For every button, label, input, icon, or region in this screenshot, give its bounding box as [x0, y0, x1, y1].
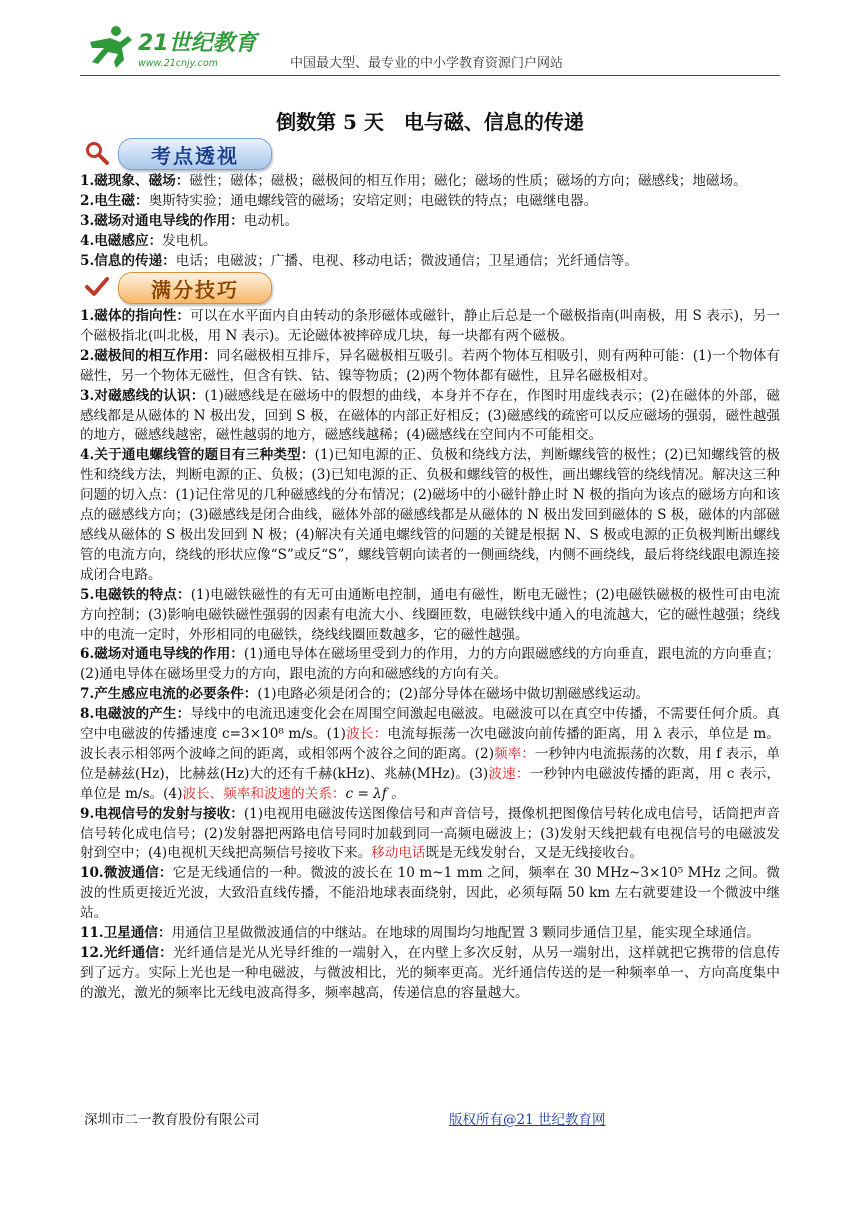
logo-text: 21世纪教育 [138, 31, 257, 56]
list-item: 1.磁现象、磁场：磁性；磁体；磁极；磁极间的相互作用；磁化；磁场的性质；磁场的方向；磁感线；地磁场。 [80, 173, 747, 189]
page-title: 倒数第 5 天 电与磁、信息的传递 [276, 110, 584, 134]
tip-paragraph: 1.磁体的指向性：可以在水平面内自由转动的条形磁体或磁针，静止后总是一个磁极指南(叫南极，用 S 表示)，另一个磁极指北(叫北极，用 N 表示)。无论磁体被摔碎成几块，每一块都有两个磁极。 [80, 308, 780, 344]
tip-paragraph: 8.电磁波的产生：导线中的电流迅速变化会在周围空间激起电磁波。电磁波可以在真空中传播，不需要任何介质。真空中电磁波的传播速度 c=3×10⁸ m/s。(1)波长：电流每振荡一次电磁波向前传播的距离，用 λ 表示，单位是 m。波长表示相邻两个波峰之间的距离，或相邻两个波谷之间的距离。(2)频率：一秒钟内电流振荡的次数，用 f 表示，单位是赫兹(Hz)，比赫兹(Hz)大的还有千赫(kHz)、兆赫(MHz)。(3)波速：一秒钟内电磁波传播的距离，用 c 表示，单位是 m/s。(4)波长、频率和波速的关系：c = λf 。 [80, 706, 781, 802]
logo-url: www.21cnjy.com [138, 58, 218, 69]
site-logo [80, 22, 280, 72]
section-kaodian-list [80, 172, 780, 272]
list-item: 4.电磁感应：发电机。 [80, 232, 217, 249]
checkmark-icon [84, 274, 110, 300]
tip-paragraph: 3.对磁感线的认识：(1)磁感线是在磁场中的假想的曲线，本身并不存在，作图时用虚线表示；(2)在磁体的外部，磁感线都是从磁体的 N 极出发，回到 S 极，在磁体的内部正好相反；(3)磁感线的疏密可以反应磁场的强弱，磁性越强的地方，磁感线越密，磁性越弱的地方，磁感线越稀；(4)磁感线在空间内不可能相交。 [80, 387, 780, 444]
footer-company: 深圳市二一教育股份有限公司 [84, 1112, 260, 1128]
header-divider [80, 75, 780, 76]
tip-paragraph: 5.电磁铁的特点：(1)电磁铁磁性的有无可由通断电控制，通电有磁性，断电无磁性；(2)电磁铁磁极的极性可由电流方向控制；(3)影响电磁铁磁性强弱的因素有电流大小、线圈匝数，电磁铁线中通入的电流越大，它的磁性越强；绕线中的电流一定时，外形相同的电磁铁，绕线线圈匝数越多，它的磁性越强。 [80, 586, 780, 643]
tip-paragraph: 9.电视信号的发射与接收：(1)电视用电磁波传送图像信号和声音信号，摄像机把图像信号转化成电信号，话筒把声音信号转化成电信号；(2)发射器把两路电信号同时加载到同一高频电磁波上；(3)发射天线把载有电视信号的电磁波发射到空中；(4)电视机天线把高频信号接收下来。移动电话既是无线发射台，又是无线接收台。 [80, 805, 780, 862]
section-kaodian-badge: 考点透视 [118, 138, 272, 170]
site-tagline: 中国最大型、最专业的中小学教育资源门户网站 [290, 56, 564, 71]
tip-paragraph: 10.微波通信：它是无线通信的一种。微波的波长在 10 m~1 mm 之间，频率在 30 MHz~3×10⁵ MHz 之间。微波的性质更接近光波，大致沿直线传播，不能沿地球表面绕射，因此，必须每隔 50 km 左右就要建设一个微波中继站。 [80, 865, 780, 922]
tip-paragraph: 2.磁极间的相互作用：同名磁极相互排斥，异名磁极相互吸引。若两个物体互相吸引，则有两种可能：(1)一个物体有磁性，另一个物体无磁性，但含有铁、钴、镍等物质；(2)两个物体都有磁性，且异名磁极相对。 [80, 347, 780, 384]
section-jiqiao-text [80, 307, 780, 1004]
running-figure-icon [90, 26, 132, 68]
page-header [80, 22, 780, 74]
list-item: 2.电生磁：奥斯特实验；通电螺线管的磁场；安培定则；电磁铁的特点；电磁继电器。 [80, 192, 598, 209]
list-item: 3.磁场对通电导线的作用：电动机。 [80, 212, 299, 229]
tip-paragraph: 7.产生感应电流的必要条件：(1)电路必须是闭合的；(2)部分导体在磁场中做切割磁感线运动。 [80, 686, 650, 703]
list-item: 5.信息的传递：电话；电磁波；广播、电视、移动电话；微波通信；卫星通信；光纤通信等。 [80, 252, 638, 269]
tip-paragraph: 6.磁场对通电导线的作用：(1)通电导体在磁场里受到力的作用，力的方向跟磁感线的方向垂直，跟电流的方向垂直；(2)通电导体在磁场里受力的方向，跟电流的方向和磁感线的方向有关。 [80, 646, 780, 683]
tip-paragraph: 11.卫星通信：用通信卫星做微波通信的中继站。在地球的周围均匀地配置 3 颗同步通信卫星，能实现全球通信。 [80, 925, 760, 942]
tip-paragraph: 4.关于通电螺线管的题目有三种类型：(1)已知电源的正、负极和绕线方法，判断螺线管的极性；(2)已知螺线管的极性和绕线方法，判断电源的正、负极；(3)已知电源的正、负极和螺线管的极性，画出螺线管的绕线情况。解决这三种问题的切入点：(1)记住常见的几种磁感线的分布情况；(2)磁场中的小磁针静止时 N 极的指向为该点的磁场方向和该点的磁感线方向；(3)磁感线是闭合曲线，磁体外部的磁感线都是从磁体的 N 极出发回到磁体的 S 极，磁体的内部磁感线从磁体的 S 极出发回到 N 极；(4)解决有关通电螺线管的问题的关键是根据 N、S 极或电源的正负极判断出螺线管的电流方向，绕线的形状应像“S”或反“S”，螺线管朝向读者的一侧画绕线，内侧不画绕线，最后将绕线跟电源连接成闭合电路。 [80, 447, 780, 583]
footer-copyright-link[interactable]: 版权所有@21 世纪教育网 [449, 1112, 606, 1128]
section-jiqiao-badge: 满分技巧 [118, 272, 272, 304]
tip-paragraph: 12.光纤通信：光纤通信是光从光导纤维的一端射入，在内壁上多次反射，从另一端射出，这样就把它携带的信息传到了远方。实际上光也是一种电磁波，与微波相比，光的频率更高。光纤通信传送的是一种频率单一、方向高度集中的激光，激光的频率比无线电波高得多，频率越高，传递信息的容量越大。 [80, 945, 780, 1001]
magnifier-icon [84, 140, 110, 166]
